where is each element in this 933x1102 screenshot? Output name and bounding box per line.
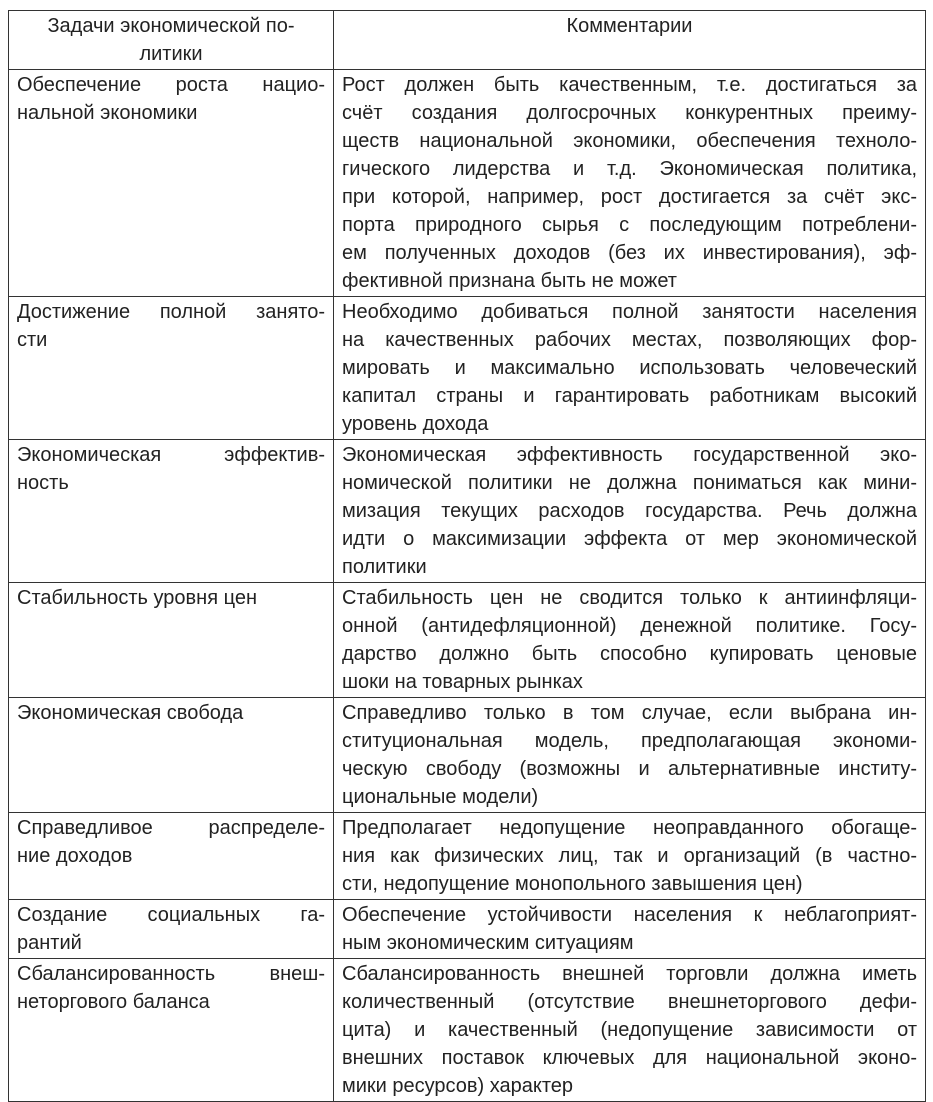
text-line: идти о максимизации эффекта от мер экономической — [342, 528, 917, 550]
text-line: сти, недопущение монопольного завышения цен) — [342, 873, 803, 895]
economic-policy-table — [8, 10, 926, 1102]
comment-cell — [334, 698, 926, 813]
table-row — [9, 900, 926, 959]
text-line: циональные модели) — [342, 786, 539, 808]
text-line: Экономическая эффектив- — [17, 444, 325, 466]
text-line: нальной экономики — [17, 102, 198, 124]
text-line: ческую свободу (возможны и альтернативные институ- — [342, 758, 917, 780]
table-row — [9, 297, 926, 440]
table-row — [9, 583, 926, 698]
text-line: шоки на товарных рынках — [342, 671, 583, 693]
comment-cell — [334, 297, 926, 440]
text-line: сти — [17, 329, 48, 351]
text-line: ние доходов — [17, 845, 133, 867]
text-line: ем полученных доходов (без их инвестирования), эф- — [342, 242, 917, 264]
task-cell — [9, 813, 334, 900]
text-line: ществ национальной экономики, обеспечения техноло- — [342, 130, 917, 152]
text-line: рантий — [17, 932, 82, 954]
table-row — [9, 698, 926, 813]
text-line: ность — [17, 472, 69, 494]
text-line: количественный (отсутствие внешнеторгового дефи- — [342, 991, 917, 1013]
text-line: Обеспечение устойчивости населения к неблагоприят- — [342, 904, 917, 926]
text-line: при которой, например, рост достигается за счёт экс- — [342, 186, 917, 208]
task-cell — [9, 959, 334, 1102]
text-line: Обеспечение роста нацио- — [17, 74, 325, 96]
text-line: Рост должен быть качественным, т.е. достигаться за — [342, 74, 917, 96]
header-comments — [334, 11, 926, 70]
comment-cell — [334, 70, 926, 297]
text-line: порта природного сырья с последующим потреблени- — [342, 214, 917, 236]
text-line: мики ресурсов) характер — [342, 1075, 574, 1097]
comment-cell — [334, 900, 926, 959]
table-row — [9, 70, 926, 297]
text-line: фективной признана быть не может — [342, 270, 677, 292]
text-line: Справедливо только в том случае, если выбрана ин- — [342, 702, 917, 724]
text-line: литики — [139, 43, 203, 65]
text-line: Стабильность цен не сводится только к антиинфляци- — [342, 587, 917, 609]
text-line: Сбалансированность внешней торговли должна иметь — [342, 963, 917, 985]
text-line: Необходимо добиваться полной занятости населения — [342, 301, 917, 323]
text-line: Сбалансированность внеш- — [17, 963, 325, 985]
table-row — [9, 440, 926, 583]
text-line: мизация текущих расходов государства. Речь должна — [342, 500, 917, 522]
text-line: на качественных рабочих местах, позволяющих фор- — [342, 329, 917, 351]
table-body — [9, 11, 926, 1102]
comment-cell — [334, 813, 926, 900]
text-line: онной (антидефляционной) денежной политике. Госу- — [342, 615, 917, 637]
text-line: уровень дохода — [342, 413, 489, 435]
text-line: мировать и максимально использовать человеческий — [342, 357, 917, 379]
text-line: Справедливое распределе- — [17, 817, 325, 839]
text-line: неторгового баланса — [17, 991, 210, 1013]
text-line: ным экономическим ситуациям — [342, 932, 634, 954]
task-cell — [9, 70, 334, 297]
task-cell — [9, 297, 334, 440]
text-line: капитал страны и гарантировать работникам высокий — [342, 385, 917, 407]
text-line: цита) и качественный (недопущение зависимости от — [342, 1019, 917, 1041]
text-line: политики — [342, 556, 427, 578]
text-line: Создание социальных га- — [17, 904, 325, 926]
text-line: внешних поставок ключевых для национальной эконо- — [342, 1047, 917, 1069]
comment-cell — [334, 583, 926, 698]
text-line: гического лидерства и т.д. Экономическая политика, — [342, 158, 917, 180]
comment-cell — [334, 959, 926, 1102]
task-cell — [9, 900, 334, 959]
text-line: Комментарии — [566, 15, 693, 37]
text-line: Экономическая эффективность государственной эко- — [342, 444, 917, 466]
text-line: счёт создания долгосрочных конкурентных преиму- — [342, 102, 917, 124]
comment-cell — [334, 440, 926, 583]
task-cell — [9, 583, 334, 698]
text-line: номической политики не должна пониматься как мини- — [342, 472, 917, 494]
text-line: Достижение полной занято- — [17, 301, 325, 323]
header-tasks — [9, 11, 334, 70]
text-line: Экономическая свобода — [17, 702, 244, 724]
text-line: ституциональная модель, предполагающая экономи- — [342, 730, 917, 752]
text-line: Стабильность уровня цен — [17, 587, 257, 609]
text-line: дарство должно быть способно купировать ценовые — [342, 643, 917, 665]
table-row — [9, 813, 926, 900]
text-line: ния как физических лиц, так и организаций (в частно- — [342, 845, 917, 867]
task-cell — [9, 440, 334, 583]
text-line: Предполагает недопущение неоправданного обогаще- — [342, 817, 917, 839]
task-cell — [9, 698, 334, 813]
text-line: Задачи экономической по- — [47, 15, 295, 37]
table-row — [9, 959, 926, 1102]
header-row — [9, 11, 926, 70]
